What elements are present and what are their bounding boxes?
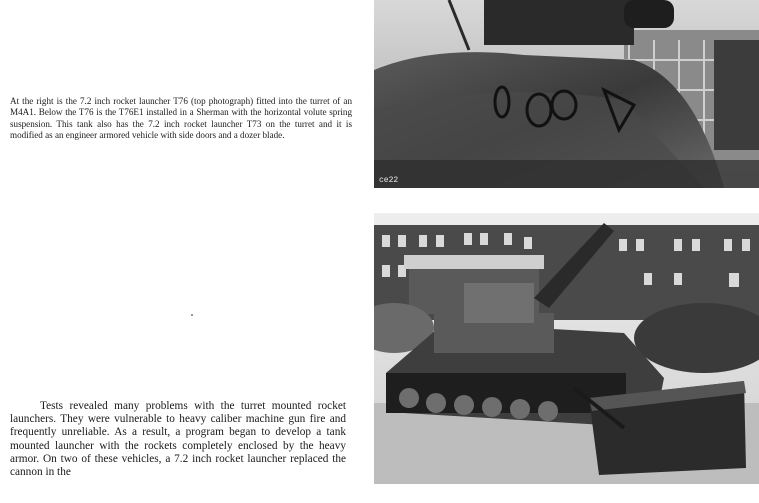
photo-caption: At the right is the 7.2 inch rocket launcher T76 (top photograph) fitted into the turret of an M4A1. Below the T76 is the T76E1 installed in a Sherman with the horizontal volute spring suspension. This tank also has the 7.2 inch rocket launcher T73 on the turret and it is modified as an engineer armored vehicle with side doors and a dozer blade. xyxy=(10,96,352,141)
page-speck xyxy=(191,314,193,316)
photo-bottom-t76e1-engineer-vehicle xyxy=(374,213,759,484)
photo-top-label: ce22 xyxy=(379,176,399,185)
photo-top-t76-launcher xyxy=(374,0,759,188)
photo-top-image xyxy=(374,0,759,188)
photo-bottom-image xyxy=(374,213,759,484)
body-paragraph: Tests revealed many problems with the turret mounted rocket launchers. They were vulnerable to heavy caliber machine gun fire and frequently unreliable. As a result, a program began to develop a tank mounted launcher with the rockets completely enclosed by the heavy armor. On two of these vehicles, a 7.2 inch rocket launcher replaced the cannon in the xyxy=(10,400,346,479)
